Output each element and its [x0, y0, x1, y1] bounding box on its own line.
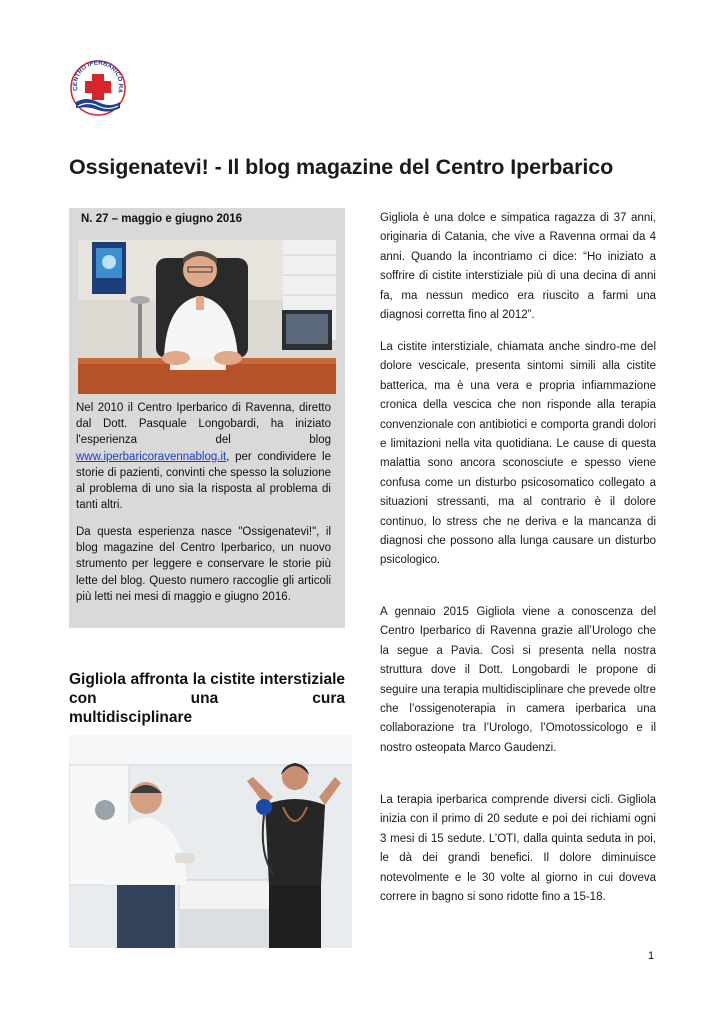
centro-iperbarico-logo [68, 58, 128, 118]
article-title-line1: Gigliola affronta la cistite interstiziale con una cura [69, 671, 345, 707]
intro-text: Nel 2010 il Centro Iperbarico di Ravenna, diretto dal Dott. Pasquale Longobardi, ha iniziato l'esperienza del blog [76, 402, 331, 447]
page-number: 1 [648, 950, 655, 962]
article-paragraph-3: A gennaio 2015 Gigliola viene a conoscenza del Centro Iperbarico di Ravenna grazie all’Urologo che la segue a Pavia. Così si presenta nella nostra struttura dove il Dott. Longobardi le propone di seguire una terapia multidisciplinare che prevede oltre che l’ossigenoterapia in camera iperbarica una collaborazione tra l’Urologo, l’Omotossicologo e il nostro osteopata Marco Gaudenzi. [380, 606, 656, 754]
article-title-line2: multidisciplinare [69, 709, 193, 726]
intro-box [69, 208, 345, 628]
intro-paragraph-1 [76, 400, 331, 513]
blog-link[interactable]: www.iperbaricoravennablog.it [76, 450, 227, 463]
article-title [69, 670, 345, 727]
logo-text: CENTRO IPERBARICO RA [71, 59, 125, 94]
article-paragraph-4: La terapia iperbarica comprende diversi cicli. Gigliola inizia con il primo di 20 sedute e poi dei richiami ogni 3 mesi di 15 sedute. L’OTI, dalla quinta seduta in poi, le dà dei grandi benefici. Il dolore diminuisce notevolmente e le 30 volte al giorno in cui doveva correre in bagno si sono ridotte fino a 15-18. [380, 794, 656, 904]
article-paragraph-2: La cistite interstiziale, chiamata anche sindro-me del dolore vescicale, presenta sintomi simili alla cistite batterica, ma è una vera e propria infiammazione cronica della vescica che non risponde alla terapia convenzionale con antibiotici e comporta grandi dolori e limitazioni nella vita quotidiana. Le cause di questa malattia sono ancora sconosciute e spesso viene confusa come un disturbo psicosomatico collegato a situazioni stressanti, ma al contrario è il dolore continuo, lo stress che ne deriva e la mancanza di diagnosi che possono alla lunga causare un disturbo psicologico. [380, 341, 656, 567]
doctor-photo [78, 240, 336, 394]
article-paragraph-1: Gigliola è una dolce e simpatica ragazza di 37 anni, originaria di Catania, che vive a Ravenna ormai da 4 anni. Quando la incontriamo ci dice: “Ho iniziato a soffrire di cistite interstiziale più di una decina di anni fa, ma nessun medico era riuscito a farmi una diagnosi corretta fino al 2012”. [380, 212, 656, 322]
patient-photo [69, 735, 352, 948]
intro-text-cont: , per condividere le storie di pazienti, convinti che spesso la soluzione al problema di uno sia la risposta al problema di tanti altri. [76, 450, 331, 512]
intro-paragraph-2: Da questa esperienza nasce "Ossigenatevi!", il blog magazine del Centro Iperbarico, un nuovo strumento per leggere e conservare le storie più lette del blog. Questo numero raccoglie gli articoli più letti nei mesi di maggio e giugno 2016. [76, 526, 331, 603]
issue-label: N. 27 – maggio e giugno 2016 [81, 213, 243, 225]
page-title: Ossigenatevi! - Il blog magazine del Centro Iperbarico [69, 155, 614, 179]
